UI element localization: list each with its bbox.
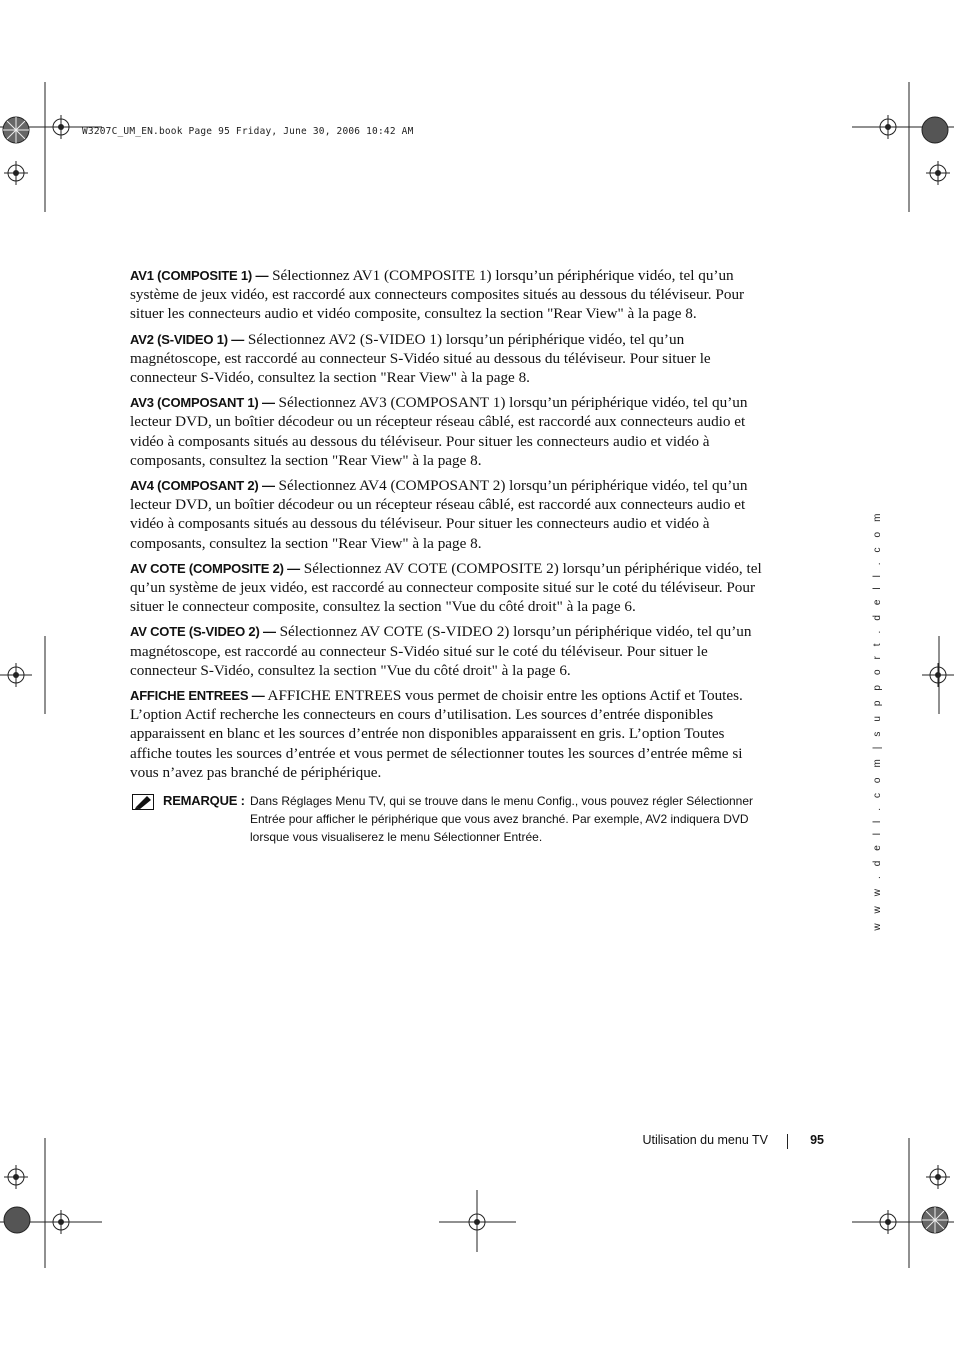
entry-text: Sélectionnez AV COTE (COMPOSITE 2) lorsqu’un périphérique vidéo, tel qu’un système de jeux vidéo, est raccordé au connecteur composite situé sur le coté du téléviseur. Pour situer le connecteur composite, consultez la section "Vue du côté droit" à la page 6. <box>130 559 762 616</box>
entry-text: Sélectionnez AV4 (COMPOSANT 2) lorsqu’un périphérique vidéo, tel qu’un lecteur DVD, un boîtier décodeur ou un récepteur réseau câblé, est raccordé aux connecteurs audio et vidéo à composants situés au dessous du téléviseur. Pour situer les connecteurs audio et vidéo à composants, consultez la section "Rear View" à la page 8. <box>130 477 748 552</box>
main-content <box>130 266 766 846</box>
note-text-part: pour afficher le périphérique que vous avez branché. Par exemple, AV2 indiquera DVD lorsque vous visualiserez le menu <box>250 812 749 845</box>
note-text <box>250 792 766 846</box>
entry-term: AV4 (COMPOSANT 2) — <box>130 478 275 494</box>
entry-term: AV3 (COMPOSANT 1) — <box>130 395 275 411</box>
page-number: 95 <box>810 1133 824 1147</box>
note-text-part: . <box>538 830 543 845</box>
entry-av-cote-composite <box>130 559 766 617</box>
entry-term: AV2 (S-VIDEO 1) — <box>130 331 245 347</box>
note-label: REMARQUE : <box>163 793 245 809</box>
entry-av1 <box>130 266 766 324</box>
entry-text: Sélectionnez AV1 (COMPOSITE 1) lorsqu’un périphérique vidéo, tel qu’un système de jeux vidéo, est raccordé aux connecteurs composites situés au dessous du téléviseur. Pour situer les connecteurs audio et vidéo composite, consultez la section "Rear View" à la page 8. <box>130 267 745 323</box>
entry-av3 <box>130 393 766 470</box>
entry-term: AV COTE (COMPOSITE 2) — <box>130 560 300 576</box>
note-text-part: Dans <box>250 794 282 809</box>
note-menu-ref: Sélectionner Entrée <box>250 794 754 827</box>
entry-text: Sélectionnez AV COTE (S-VIDEO 2) lorsqu’un périphérique vidéo, tel qu’un magnétoscope, est raccordé au connecteur S-Vidéo situé sur le coté du téléviseur. Pour situer le connecteur S-Vidéo, consultez la section "Vue du côté droit" à la page 6. <box>130 623 752 679</box>
entry-av-cote-svideo <box>130 622 766 680</box>
note-block <box>130 792 766 846</box>
entry-text: AFFICHE ENTREES vous permet de choisir entre les options Actif et Toutes. L’option Actif recherche les connecteurs en cours d’utilisation. Les sources d’entrée disponibles apparaissent en blanc et les sources d’entrée non disponibles apparaissent en gris. L’option Toutes affiche toutes les sources d’entrée et vous permet de sélectionner toutes les sources d’entrée même si vous n’avez pas branché de périphérique. <box>130 687 743 781</box>
note-text-part: , vous pouvez régler <box>574 794 687 809</box>
entry-av4 <box>130 476 766 553</box>
entry-affiche-entrees <box>130 686 766 782</box>
footer-separator <box>787 1134 788 1149</box>
page-footer <box>580 1133 824 1151</box>
note-menu-ref: Sélectionner Entrée <box>433 830 539 845</box>
note-text-part: , qui se trouve dans le menu <box>382 794 537 809</box>
print-header: W3207C_UM_EN.book Page 95 Friday, June 30, 2006 10:42 AM <box>82 126 414 137</box>
note-menu-ref: Config. <box>536 794 575 809</box>
note-pencil-icon <box>132 794 154 810</box>
side-url: w w w . d e l l . c o m | s u p p o r t . d e l l . c o m <box>872 510 883 931</box>
footer-title: Utilisation du menu TV <box>642 1133 768 1147</box>
entry-text: Sélectionnez AV3 (COMPOSANT 1) lorsqu’un périphérique vidéo, tel qu’un lecteur DVD, un boîtier décodeur ou un récepteur réseau câblé, est raccordé aux connecteurs audio et vidéo à composants situés au dessous du téléviseur. Pour situer les connecteurs audio et vidéo à composants, consultez la section "Rear View" à la page 8. <box>130 394 748 469</box>
entry-term: AV COTE (S-VIDEO 2) — <box>130 624 276 640</box>
note-menu-ref: Réglages Menu TV <box>281 794 383 809</box>
entry-term: AV1 (COMPOSITE 1) — <box>130 268 269 283</box>
entry-av2 <box>130 330 766 388</box>
entry-text: Sélectionnez AV2 (S-VIDEO 1) lorsqu’un périphérique vidéo, tel qu’un magnétoscope, est raccordé au connecteur S-Vidéo situé au dessous du téléviseur. Pour situer le connecteur S-Vidéo, consultez la section "Rear View" à la page 8. <box>130 330 711 387</box>
entry-term: AFFICHE ENTREES — <box>130 688 265 704</box>
